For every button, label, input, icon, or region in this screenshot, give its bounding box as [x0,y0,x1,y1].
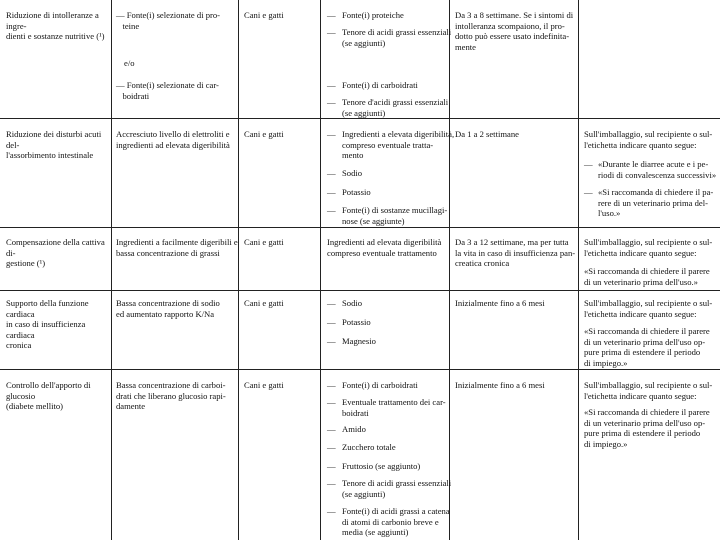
row-5-labelling-quote: «Si raccomanda di chiedere il parere di un veterinario prima dell'uso op- pure prima di estendere il periodo di impiego.» [584,407,710,449]
dash-symbol: — [327,478,336,488]
row-2-labelling-item-1: «Durante le diarree acute e i pe- riodi di convalescenza successivi» [598,159,717,180]
row-1-species: Cani e gatti [244,10,284,20]
row-3-objective: Compensazione della cattiva di- gestione (¹) [6,237,105,268]
row-1-objective: Riduzione di intolleranze a ingre- dienti e sostanze nutritive (¹) [6,10,105,41]
row-3-characteristics: Ingredienti a facilmente digeribili e bassa concentrazione di grassi [116,237,238,258]
row-3-labelling-quote: «Si raccomanda di chiedere il parere di un veterinario prima dell'uso.» [584,266,710,287]
row-5-declaration-6: Tenore di acidi grassi essenziali (se aggiunti) [342,478,452,499]
dash-symbol: — [327,380,336,390]
row-2-declaration-3: Potassio [342,187,371,197]
row-2-declaration-4: Fonte(i) di sostanze mucillagi- nose (se aggiunte) [342,205,448,226]
row-2-labelling: Sull'imballaggio, sul recipiente o sul- l'etichetta indicare quanto segue: [584,129,713,150]
column-rule [238,0,239,540]
dash-symbol: — [327,97,336,107]
row-5-characteristics: Bassa concentrazione di carboi- drati che liberano glucosio rapi- damente [116,380,226,411]
row-2-declaration-2: Sodio [342,168,363,178]
row-3-period: Da 3 a 12 settimane, ma per tutta la vita in caso di insufficienza pan- creatica cronica [455,237,576,268]
row-2-species: Cani e gatti [244,129,284,139]
row-5-species: Cani e gatti [244,380,284,390]
row-1-declaration-3: Fonte(i) di carboidrati [342,80,418,90]
row-4-period: Inizialmente fino a 6 mesi [455,298,545,308]
dash-symbol: — [327,10,336,20]
row-1-characteristics-b: — Fonte(i) selezionate di car- boidrati [116,80,219,101]
column-rule [578,0,579,540]
row-2-period: Da 1 a 2 settimane [455,129,519,139]
row-rule [0,227,720,228]
dash-symbol: — [327,506,336,516]
dash-symbol: — [327,397,336,407]
dash-symbol: — [584,187,593,197]
column-rule [449,0,450,540]
row-1-declaration-1: Fonte(i) proteiche [342,10,404,20]
dash-symbol: — [327,168,336,178]
row-5-declaration-4: Zucchero totale [342,442,396,452]
row-1-declaration-4: Tenore d'acidi grassi essenziali (se aggiunti) [342,97,449,118]
row-rule [0,369,720,370]
row-4-objective: Supporto della funzione cardiaca in caso di insufficienza cardiaca cronica [6,298,89,350]
row-5-declaration-7: Fonte(i) di acidi grassi a catena di atomi di carbonio breve e media (se aggiunti) [342,506,450,537]
row-2-labelling-item-2: «Si raccomanda di chiedere il pa- rere di un veterinario prima del- l'uso.» [598,187,714,218]
row-4-characteristics: Bassa concentrazione di sodio ed aumentato rapporto K/Na [116,298,220,319]
row-4-labelling: Sull'imballaggio, sul recipiente o sul- l'etichetta indicare quanto segue: [584,298,713,319]
row-2-objective: Riduzione dei disturbi acuti del- l'assorbimento intestinale [6,129,102,160]
row-5-declaration-3: Amido [342,424,366,434]
dash-symbol: — [327,442,336,452]
row-1-characteristics-a: — Fonte(i) selezionate di pro- teine [116,10,221,31]
row-3-declarations: Ingredienti ad elevata digeribilità compreso eventuale trattamento [327,237,442,258]
row-rule [0,290,720,291]
row-4-declaration-3: Magnesio [342,336,376,346]
dash-symbol: — [327,27,336,37]
dash-symbol: — [327,205,336,215]
dash-symbol: — [327,317,336,327]
row-1-declaration-2: Tenore di acidi grassi essenziali (se aggiunti) [342,27,452,48]
row-1-period: Da 3 a 8 settimane. Se i sintomi di intolleranza scompaiono, il pro- dotto può essere usato indefinita- mente [455,10,574,52]
row-5-declaration-5: Fruttosio (se aggiunto) [342,461,421,471]
row-2-characteristics: Accresciuto livello di elettroliti e ingredienti ad elevata digeribilità [116,129,230,150]
row-4-declaration-2: Potassio [342,317,371,327]
row-4-declaration-1: Sodio [342,298,363,308]
column-rule [320,0,321,540]
dash-symbol: — [327,187,336,197]
row-1-or-word: e/o [124,58,135,68]
row-2-declaration-1: Ingredienti a elevata digeribilità, compreso eventuale tratta- mento [342,129,455,160]
row-5-objective: Controllo dell'apporto di glucosio (diabete mellito) [6,380,91,411]
dash-symbol: — [327,129,336,139]
row-5-declaration-2: Eventuale trattamento dei car- boidrati [342,397,446,418]
row-3-labelling: Sull'imballaggio, sul recipiente o sul- l'etichetta indicare quanto segue: [584,237,713,258]
row-5-labelling: Sull'imballaggio, sul recipiente o sul- l'etichetta indicare quanto segue: [584,380,713,401]
dash-symbol: — [327,424,336,434]
dash-symbol: — [327,461,336,471]
dash-symbol: — [584,159,593,169]
row-4-species: Cani e gatti [244,298,284,308]
row-4-labelling-quote: «Si raccomanda di chiedere il parere di un veterinario prima dell'uso op- pure prima di estendere il periodo di impiego.» [584,326,710,368]
dash-symbol: — [327,298,336,308]
row-5-period: Inizialmente fino a 6 mesi [455,380,545,390]
dash-symbol: — [327,336,336,346]
row-5-declaration-1: Fonte(i) di carboidrati [342,380,418,390]
dash-symbol: — [327,80,336,90]
row-3-species: Cani e gatti [244,237,284,247]
column-rule [111,0,112,540]
row-rule [0,118,720,119]
